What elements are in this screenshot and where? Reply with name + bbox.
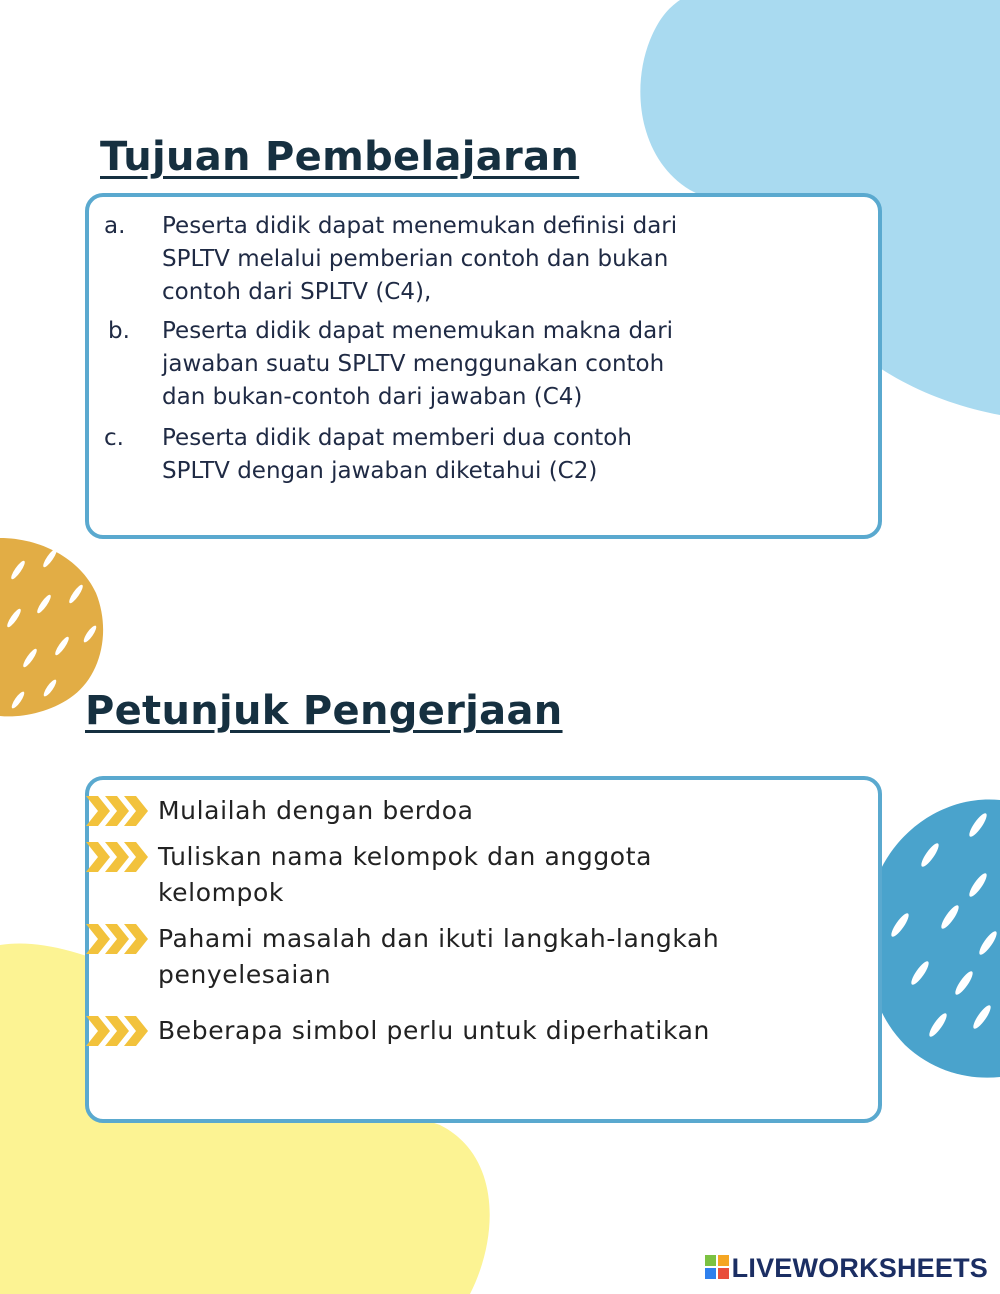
brand-text: LIVEWORKSHEETS	[731, 1253, 988, 1283]
objective-text	[162, 315, 673, 414]
chevron-arrows-icon	[86, 839, 158, 875]
objective-text	[162, 422, 632, 488]
objective-marker: a.	[104, 213, 126, 239]
objective-line: jawaban suatu SPLTV menggunakan contoh	[162, 351, 665, 377]
objective-item-a	[100, 210, 820, 309]
objective-text	[162, 210, 677, 309]
objective-line: SPLTV dengan jawaban diketahui (C2)	[162, 458, 598, 484]
instruction-line: Pahami masalah dan ikuti langkah-langkah	[158, 924, 720, 953]
instruction-line: Tuliskan nama kelompok dan anggota	[158, 842, 653, 871]
objective-marker: c.	[104, 425, 124, 451]
objective-line: contoh dari SPLTV (C4),	[162, 279, 432, 305]
objective-marker: b.	[108, 318, 130, 344]
chevron-arrows-icon	[86, 793, 158, 829]
objective-line: Peserta didik dapat memberi dua contoh	[162, 425, 632, 451]
chevron-arrows-icon	[86, 921, 158, 957]
instruction-item	[86, 1013, 846, 1049]
objectives-title: Tujuan Pembelajaran	[100, 134, 580, 180]
instruction-text	[158, 793, 474, 829]
objective-line: SPLTV melalui pemberian contoh dan bukan	[162, 246, 669, 272]
instructions-title: Petunjuk Pengerjaan	[85, 688, 563, 734]
instruction-text	[158, 1013, 710, 1049]
objective-item-c	[100, 422, 820, 488]
instruction-item	[86, 921, 846, 993]
chevron-arrows-icon	[86, 1013, 158, 1049]
instructions-list	[86, 793, 846, 1049]
liveworksheets-logo-icon	[705, 1255, 729, 1283]
liveworksheets-brand[interactable]	[705, 1253, 988, 1284]
instruction-text	[158, 839, 652, 911]
objectives-list	[100, 210, 820, 494]
objective-line: dan bukan-contoh dari jawaban (C4)	[162, 384, 583, 410]
instruction-text	[158, 921, 719, 993]
objective-line: Peserta didik dapat menemukan makna dari	[162, 318, 674, 344]
instruction-line: Mulailah dengan berdoa	[158, 796, 474, 825]
instruction-item	[86, 793, 846, 829]
objective-line: Peserta didik dapat menemukan definisi dari	[162, 213, 678, 239]
instruction-line: kelompok	[158, 878, 285, 907]
instruction-line: Beberapa simbol perlu untuk diperhatikan	[158, 1016, 710, 1045]
instruction-item	[86, 839, 846, 911]
objective-item-b	[100, 315, 820, 414]
instruction-line: penyelesaian	[158, 960, 332, 989]
